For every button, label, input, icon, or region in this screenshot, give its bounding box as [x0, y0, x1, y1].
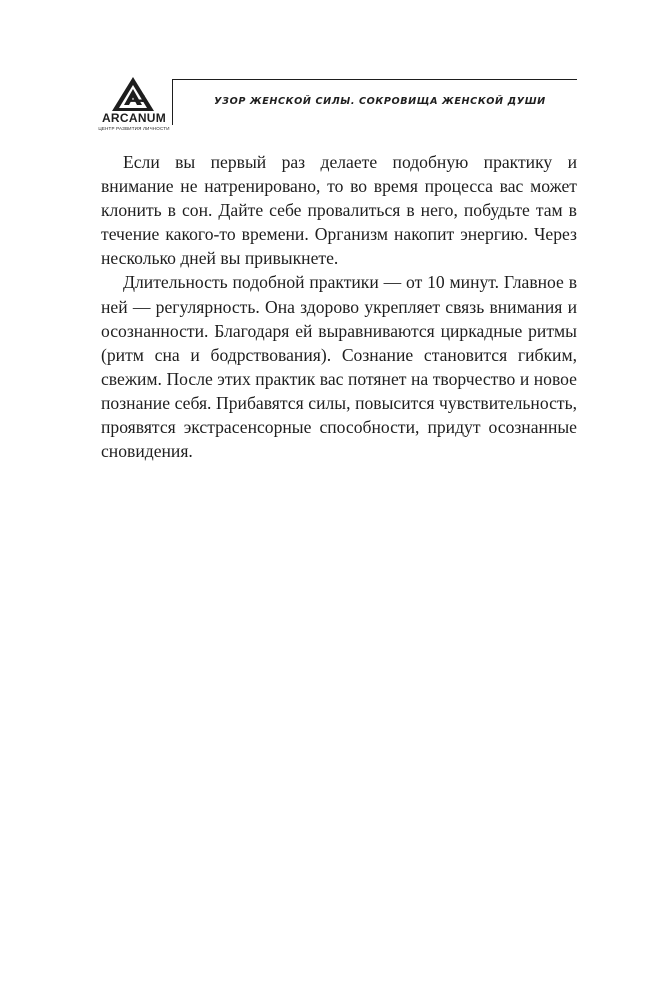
body-text [101, 150, 577, 463]
paragraph: Если вы первый раз делаете подобную практику и внимание не натренировано, то во время процесса вас может клонить в сон. Дайте себе провалиться в него, побудьте там в течение какого-то времени. Организм накопит энергию. Через несколько дней вы привыкнете. [101, 152, 577, 269]
arcanum-emblem-icon [111, 76, 155, 112]
paragraph: Длительность подобной практики — от 10 минут. Главное в ней — регулярность. Она здорово укрепляет связь внимания и осознанности. Благодаря ей выравниваются циркадные ритмы (ритм сна и бодрствования). Сознание становится гибким, свежим. После этих практик вас потянет на творчество и новое познание себя. Прибавятся силы, повысится чувствительность, проявятся экстрасенсорные способности, придут осознанные сновидения. [101, 272, 577, 462]
publisher-logo [97, 76, 171, 134]
logo-wordmark: ARCANUM [101, 111, 167, 125]
running-title: УЗОР ЖЕНСКОЙ СИЛЫ. СОКРОВИЩА ЖЕНСКОЙ ДУШИ [214, 96, 546, 107]
logo-tagline: ЦЕНТР РАЗВИТИЯ ЛИЧНОСТИ [98, 126, 170, 131]
